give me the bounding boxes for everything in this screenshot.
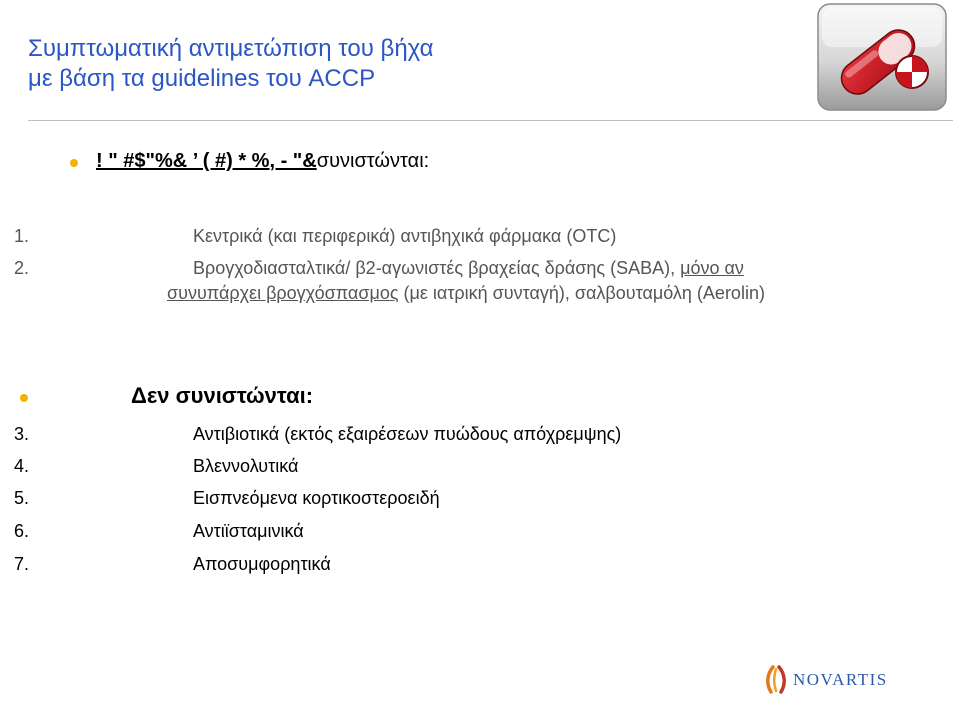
slide-title xyxy=(28,34,434,94)
list-item-mucolytics: Βλεννολυτικά xyxy=(193,456,299,476)
item-text: Βρογχοδιασταλτικά/ β2-αγωνιστές βραχείας δράσης (SABA), xyxy=(193,258,681,278)
novartis-logo-icon xyxy=(763,664,789,694)
list-item-decongestants: Αποσυμφορητικά xyxy=(193,554,331,574)
list-item-antibiotics: Αντιβιοτικά (εκτός εξαιρέσεων πυώδους απόχρεμψης) xyxy=(193,424,622,444)
list-number: 6. xyxy=(14,521,30,541)
item-text: (με ιατρική συνταγή), σαλβουταμόλη (Aerolin) xyxy=(398,283,765,303)
bullet-dot-recommended xyxy=(70,159,78,167)
list-item-antihistamines: Αντιϊσταμινικά xyxy=(193,521,304,541)
list-item-inhaled-corticosteroids: Εισπνεόμενα κορτικοστεροειδή xyxy=(193,488,440,508)
item-text-underlined: μόνο αν xyxy=(680,258,744,278)
item-text-underlined: συνυπάρχει βρογχόσπασμος xyxy=(167,283,399,303)
list-item-bronchodilators-line-2 xyxy=(167,283,765,304)
list-item-otc-antitussives: Κεντρικά (και περιφερικά) αντιβηχικά φάρμακα (OTC) xyxy=(193,226,617,246)
list-number: 5. xyxy=(14,488,30,508)
pill-capsule-icon xyxy=(816,2,948,112)
novartis-logo xyxy=(763,664,895,694)
list-number: 1. xyxy=(14,226,30,246)
brand-name: NOVARTIS xyxy=(793,670,888,689)
recommended-heading xyxy=(96,150,429,173)
list-number: 3. xyxy=(14,424,30,444)
recommended-label: συνιστώνται: xyxy=(316,150,430,172)
list-number: 2. xyxy=(14,258,30,278)
recommended-garbled-prefix: ! " #$"%& ’ ( #) * %, - "& xyxy=(96,150,317,172)
list-number: 7. xyxy=(14,554,30,574)
title-line-1: Συμπτωματική αντιμετώπιση του βήχα xyxy=(28,35,434,62)
title-divider xyxy=(28,120,953,121)
bullet-dot-not-recommended xyxy=(20,394,28,402)
title-line-2: με βάση τα guidelines του ACCP xyxy=(28,65,376,92)
list-number: 4. xyxy=(14,456,30,476)
list-item-bronchodilators-line-1 xyxy=(193,258,744,279)
not-recommended-heading: Δεν συνιστώνται: xyxy=(131,383,314,408)
